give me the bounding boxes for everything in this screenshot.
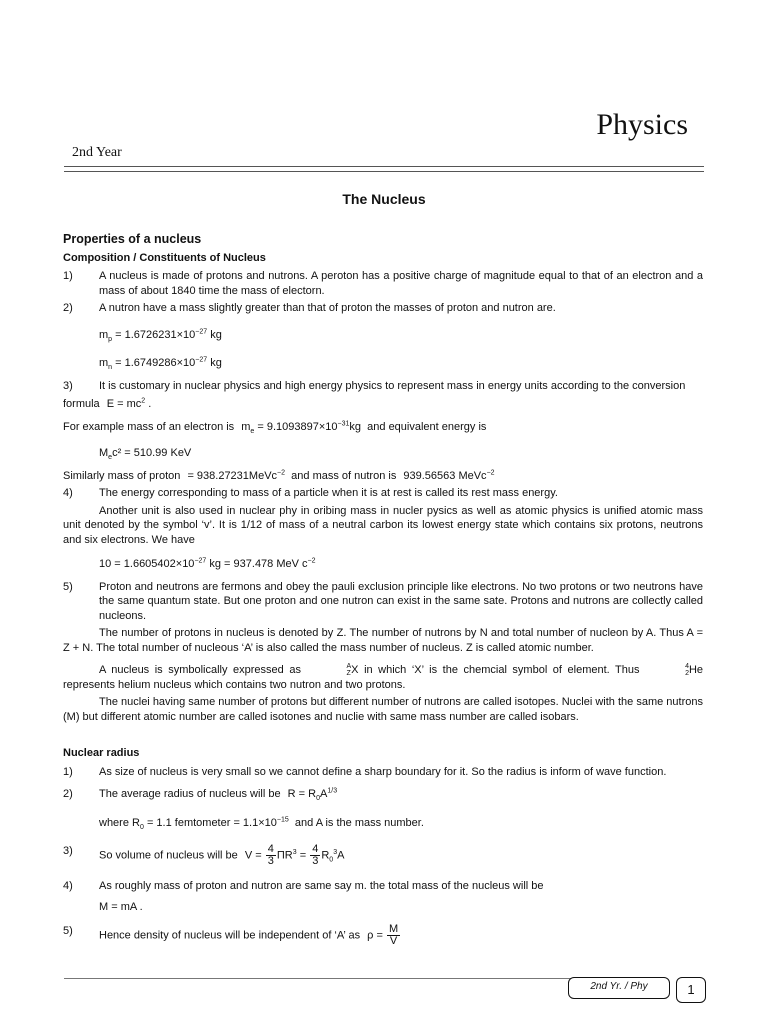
list-item bbox=[63, 924, 703, 947]
list-item bbox=[63, 269, 703, 298]
document-body bbox=[63, 232, 703, 947]
paragraph-mass-number: The number of protons in nucleus is denoted by Z. The number of nutrons by N and total number of nucleon by A. Thus A = Z + N. The total number of nucleous ‘A’ is also called the mass number of nucleus. Z is called atomic number. bbox=[63, 627, 703, 654]
item-text: The average radius of nucleus will be $R = R_0A^{1/3}$ bbox=[99, 787, 338, 803]
nuclide-symbol-He: 4 2He bbox=[685, 663, 704, 678]
page-number: 1 bbox=[676, 977, 706, 1003]
item-number: 1) bbox=[63, 765, 73, 778]
list-item bbox=[63, 787, 703, 802]
paragraph-amu: Another unit is also used in nuclear phy in oribing mass in nucler pysics as well as atomic physics is unified atomic mass unit denoted by the symbol ‘v’. It is 1/12 of mass of a neutral carbon its lowest energy state which contains six protons, neutrons and six electrons. We have bbox=[63, 504, 703, 546]
text: and mass of nutron is bbox=[291, 469, 397, 482]
heading-properties: Properties of a nucleus bbox=[63, 232, 202, 246]
equation-electron-energy: $M_ec^2 = 510.99$ KeV bbox=[99, 447, 192, 462]
item-number: 5) bbox=[63, 925, 73, 937]
paragraph-isotopes: The nuclei having same number of protons but different number of nutrons are called isotopes. Nuclei with the same nutrons (M) but different atomic number are called isotones and nuclie with same mass number are called isobars. bbox=[63, 696, 703, 723]
heading-composition: Composition / Constituents of Nucleus bbox=[63, 251, 266, 264]
equation-electron-mass: $m_e = 9.1093897\times 10^{-31}kg$ bbox=[241, 419, 362, 435]
equation-proton-energy: = 938.27231MeVc$^{-2}$ bbox=[187, 468, 286, 482]
item-text: As size of nucleus is very small so we cannot define a sharp boundary for it. So the radius is inform of wave function. bbox=[99, 765, 667, 778]
eq-unit: kg bbox=[210, 328, 222, 341]
text: and equivalent energy is bbox=[367, 420, 487, 433]
list-item bbox=[63, 486, 703, 501]
paragraph bbox=[63, 469, 703, 484]
list-item bbox=[63, 879, 703, 894]
equation-A: A = Z + N bbox=[63, 627, 703, 654]
item-text: As roughly mass of proton and nutron are same say m. the total mass of the nucleus will be bbox=[99, 880, 544, 892]
item-number: 1) bbox=[63, 270, 73, 282]
item-text: It is customary in nuclear physics and high energy physics to represent mass in energy units according to the conversion bbox=[99, 379, 686, 392]
footer-tag: 2nd Yr. / Phy bbox=[568, 977, 670, 999]
year-label: 2nd Year bbox=[72, 145, 122, 160]
equation-nutron-energy: 939.56563 MeVc$^{-2}$ bbox=[403, 468, 495, 482]
page-title: The Nucleus bbox=[342, 191, 426, 207]
header-rule-top bbox=[64, 166, 704, 167]
item-number: 4) bbox=[63, 880, 73, 892]
equation-amu: $10 = 1.6605402\times 10^{-27}$ kg = 937.478 MeV $c^{-2}$ bbox=[99, 557, 316, 570]
heading-nuclear-radius: Nuclear radius bbox=[63, 747, 140, 759]
list-item bbox=[63, 580, 703, 624]
item-text: A nutron have a mass slightly greater than that of proton the masses of proton and nutron are. bbox=[99, 302, 556, 314]
equation-volume: V = $\frac{4}{3}$ $\Pi R^3$ = $\frac{4}{3}$ $R_0^3A$ bbox=[244, 843, 345, 867]
equation-mass: M = mA . bbox=[99, 900, 143, 913]
eq-part: = 1.6749286×10 bbox=[115, 357, 196, 369]
item-number: 2) bbox=[63, 788, 73, 800]
list-item bbox=[63, 844, 703, 867]
paragraph-symbol: A nucleus is symbolically expressed as A ZX in which ‘X’ is the chemcial symbol of element. Thus 4 2He represents helium nucleus which contains two nutron and two protons. bbox=[63, 663, 704, 691]
item-text: So volume of nucleus will be V = $\frac{4}{3}$ $\Pi R^3$ = $\frac{4}{3}$ $R_0^3A$ bbox=[99, 843, 345, 867]
equation-nutron-mass: $m_n = 1.6749286\times 10^{-27}$ kg bbox=[99, 356, 222, 372]
equation-radius: $R = R_0A^{1/3}$ bbox=[287, 787, 338, 803]
equation-proton-mass: $m_p = 1.6726231\times 10^{-27}$ kg bbox=[99, 327, 222, 343]
eq-part: = 1.6726231×10 bbox=[115, 328, 196, 341]
text: formula bbox=[63, 398, 100, 410]
equation-R0: where $R_0 = 1.1$ femtometer = $1.1\times 10^{-15}$ and A is the mass number. bbox=[99, 815, 424, 831]
header-rule-bottom bbox=[64, 171, 704, 172]
paragraph: formula $E = mc^2$ . bbox=[63, 397, 152, 410]
nuclide-symbol-X: A ZX bbox=[346, 663, 359, 678]
item-text: The energy corresponding to mass of a particle when it is at rest is called its rest mass energy. bbox=[99, 487, 558, 499]
list-item bbox=[63, 765, 703, 780]
subject-title: Physics bbox=[596, 108, 688, 141]
item-text: Proton and neutrons are fermons and obey the pauli exclusion principle like electrons. No two protons or two neutrons have the same quantum state. But one proton and one nutron can exist in the same sate. Protons and nutrons are collectly called nucleons. bbox=[99, 580, 703, 622]
item-text: Hence density of nucleus will be independent of ‘A’ as ρ = $\frac{M}{V}$ bbox=[99, 924, 703, 947]
eq-exp: −27 bbox=[195, 327, 208, 335]
item-number: 4) bbox=[63, 487, 73, 499]
eq-unit: kg bbox=[210, 357, 222, 369]
text: Similarly mass of proton bbox=[63, 469, 181, 482]
text: For example mass of an electron is bbox=[63, 420, 235, 433]
eq-exp: −27 bbox=[195, 356, 208, 364]
item-number: 3) bbox=[63, 379, 73, 392]
item-number: 2) bbox=[63, 302, 73, 314]
paragraph bbox=[63, 420, 703, 435]
equation-density: ρ = $\frac{M}{V}$ bbox=[367, 923, 399, 947]
equation-E: $E = mc^2$ bbox=[106, 397, 146, 410]
item-text: A nucleus is made of protons and nutrons. A peroton has a positive charge of magnitude equal to that of an electron and a mass of about 1840 time the mass of electorn. bbox=[99, 270, 703, 297]
item-number: 3) bbox=[63, 845, 73, 857]
list-item bbox=[63, 301, 703, 316]
item-number: 5) bbox=[63, 580, 73, 593]
list-item bbox=[63, 379, 703, 394]
